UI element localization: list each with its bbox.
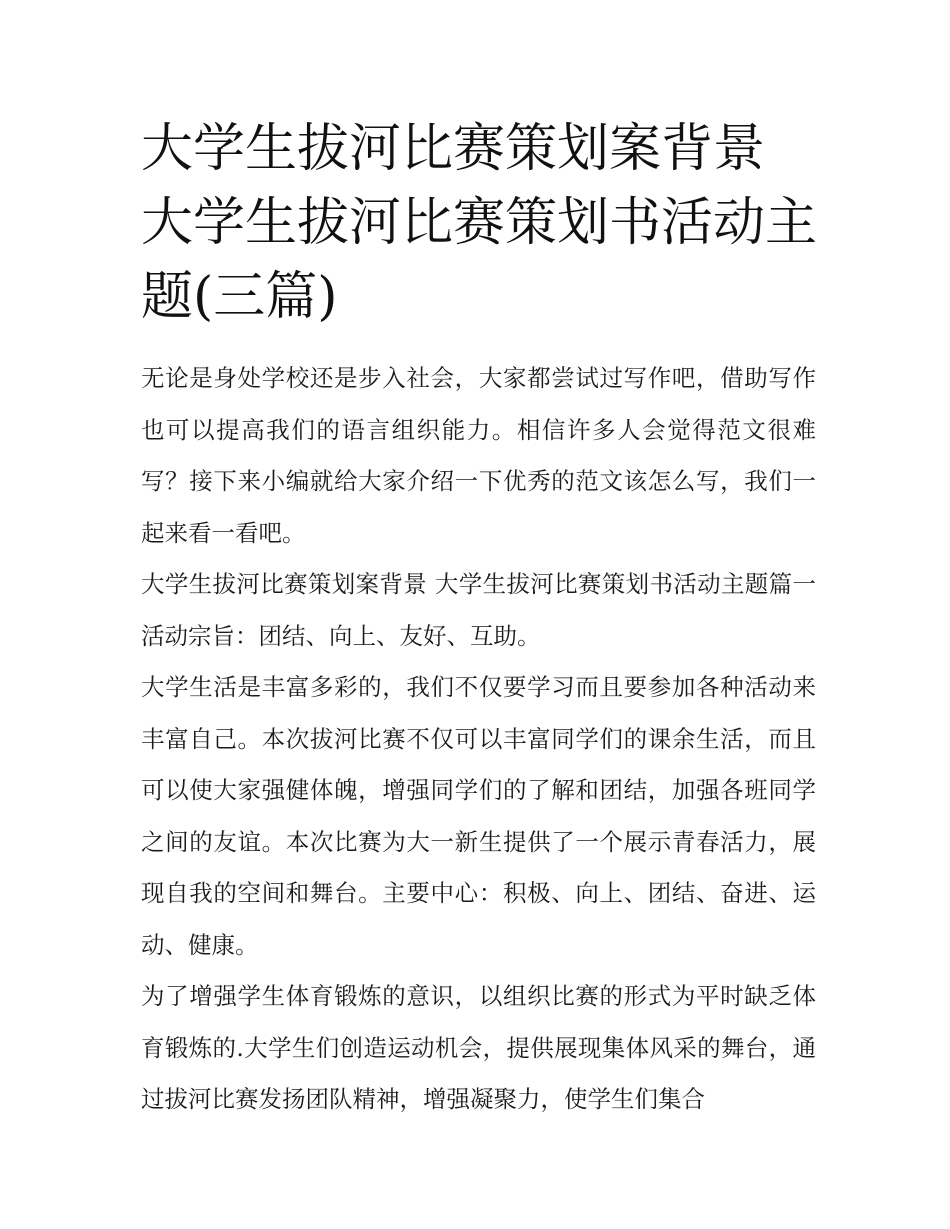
document-title: 大学生拔河比赛策划案背景 大学生拔河比赛策划书活动主题(三篇) [141,119,818,327]
paragraph-section-heading: 大学生拔河比赛策划案背景 大学生拔河比赛策划书活动主题篇一 活动宗旨：团结、向上、友好、互助。 [141,570,816,650]
paragraph-background: 大学生活是丰富多彩的，我们不仅要学习而且要参加各种活动来丰富自己。本次拔河比赛不仅可以丰富同学们的课余生活，而且可以使大家强健体魄，增强同学们的了解和团结，加强各班同学之间的友谊。本次比赛为大一新生提供了一个展示青春活力，展现自我的空间和舞台。主要中心：积极、向上、团结、奋进、运动、健康。 [141,673,816,959]
paragraph-intro: 无论是身处学校还是步入社会，大家都尝试过写作吧，借助写作也可以提高我们的语言组织能力。相信许多人会觉得范文很难写？接下来小编就给大家介绍一下优秀的范文该怎么写，我们一起来看一看吧。 [141,364,816,547]
paragraph-purpose: 为了增强学生体育锻炼的意识，以组织比赛的形式为平时缺乏体育锻炼的.大学生们创造运动机会，提供展现集体风采的舞台，通过拔河比赛发扬团队精神，增强凝聚力，使学生们集合 [141,982,816,1113]
document-body [141,353,816,1126]
